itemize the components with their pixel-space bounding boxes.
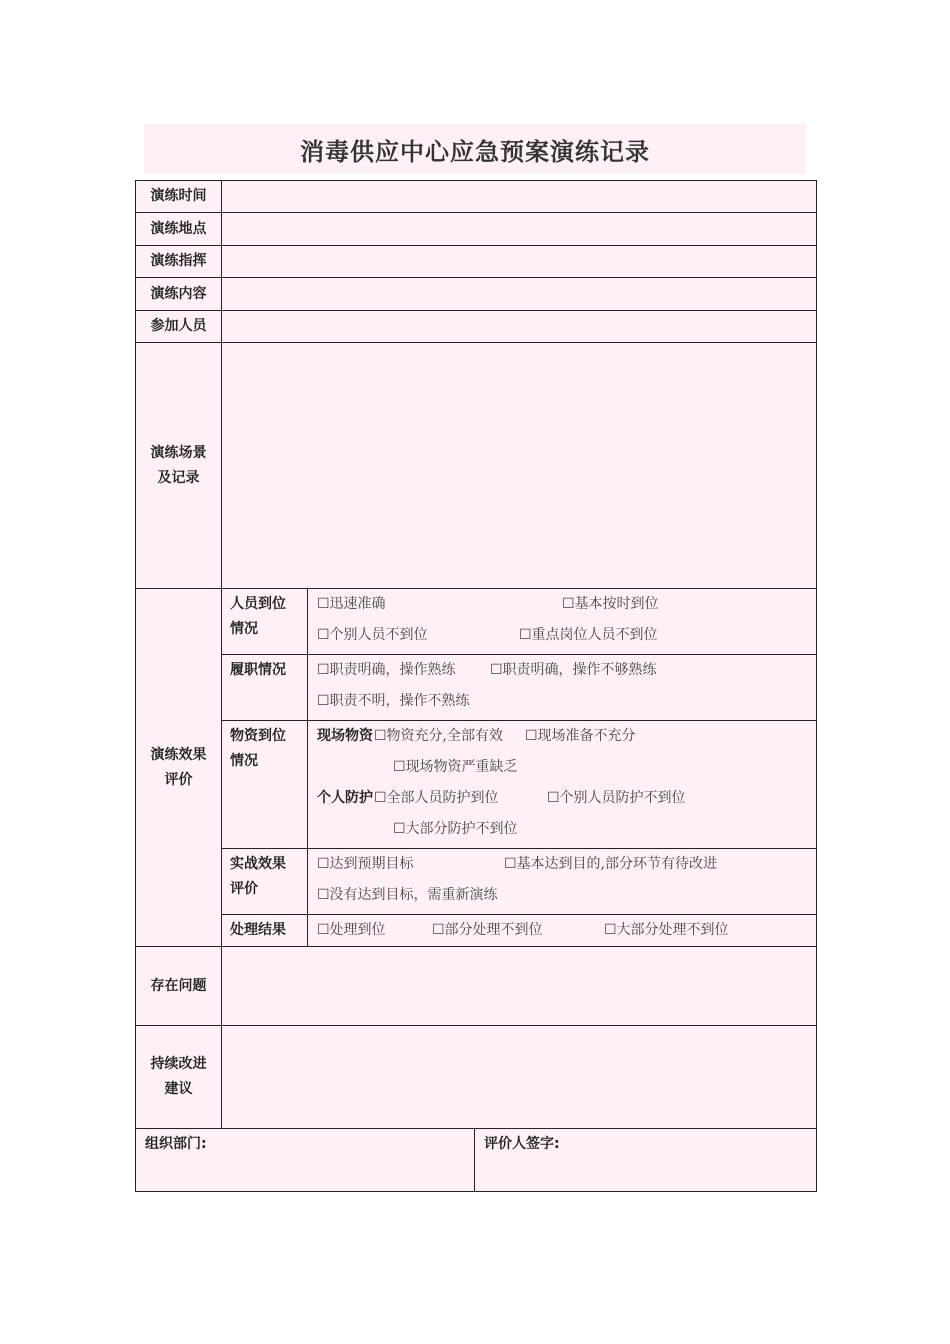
- row-eval-result: [136, 915, 817, 947]
- row-drill-content: [136, 278, 817, 311]
- row-eval-materials: [136, 721, 817, 849]
- options-result: [308, 915, 817, 947]
- checkbox-arrival-ontime[interactable]: ☐基本按时到位: [562, 596, 659, 612]
- checkbox-effect-achieved[interactable]: ☐达到预期目标: [317, 856, 414, 872]
- field-problems[interactable]: [222, 947, 817, 1026]
- label-drill-content: 演练内容: [136, 278, 222, 311]
- checkbox-duty-clear-skilled[interactable]: ☐职责明确，操作熟练: [317, 662, 456, 678]
- page-title: 消毒供应中心应急预案演练记录: [300, 136, 650, 166]
- field-drill-time[interactable]: [222, 181, 817, 213]
- label-drill-time: 演练时间: [136, 181, 222, 213]
- title-banner: [144, 124, 806, 174]
- label-effect: 实战效果评价: [222, 849, 308, 915]
- row-footer: [136, 1129, 817, 1192]
- label-organizing-dept: 组织部门:: [145, 1136, 207, 1152]
- field-participants[interactable]: [222, 311, 817, 343]
- label-problems: 存在问题: [136, 947, 222, 1026]
- row-drill-place: [136, 213, 817, 246]
- options-arrival: [308, 589, 817, 655]
- label-participants: 参加人员: [136, 311, 222, 343]
- checkbox-arrival-key-absent[interactable]: ☐重点岗位人员不到位: [519, 627, 658, 643]
- label-improvement: 持续改进建议: [136, 1026, 222, 1129]
- options-effect: [308, 849, 817, 915]
- checkbox-protection-all[interactable]: ☐全部人员防护到位: [374, 790, 499, 806]
- checkbox-effect-not-achieved[interactable]: ☐没有达到目标，需重新演练: [317, 887, 498, 903]
- field-evaluator-signature[interactable]: [475, 1129, 817, 1192]
- checkbox-protection-most-missing[interactable]: ☐大部分防护不到位: [393, 821, 518, 837]
- label-result: 处理结果: [222, 915, 308, 947]
- row-drill-time: [136, 181, 817, 213]
- checkbox-site-severe-lack[interactable]: ☐现场物资严重缺乏: [393, 759, 518, 775]
- label-personal-protection: 个人防护: [317, 790, 373, 806]
- label-evaluation: 演练效果评价: [136, 589, 222, 947]
- label-site-materials: 现场物资: [317, 728, 373, 744]
- label-evaluator-signature: 评价人签字:: [484, 1136, 560, 1152]
- row-improvement: [136, 1026, 817, 1129]
- field-drill-scene[interactable]: [222, 343, 817, 589]
- label-duty: 履职情况: [222, 655, 308, 721]
- row-eval-duty: [136, 655, 817, 721]
- field-organizing-dept[interactable]: [136, 1129, 475, 1192]
- row-eval-arrival: [136, 589, 817, 655]
- row-eval-effect: [136, 849, 817, 915]
- checkbox-duty-unclear[interactable]: ☐职责不明，操作不熟练: [317, 693, 470, 709]
- row-drill-scene: [136, 343, 817, 589]
- checkbox-protection-some-missing[interactable]: ☐个别人员防护不到位: [547, 790, 686, 806]
- checkbox-arrival-quick[interactable]: ☐迅速准确: [317, 596, 386, 612]
- options-materials: [308, 721, 817, 849]
- checkbox-result-partial[interactable]: ☐部分处理不到位: [432, 922, 543, 938]
- label-arrival: 人员到位情况: [222, 589, 308, 655]
- field-drill-place[interactable]: [222, 213, 817, 246]
- checkbox-site-insufficient[interactable]: ☐现场准备不充分: [525, 728, 636, 744]
- checkbox-duty-clear-unskilled[interactable]: ☐职责明确，操作不够熟练: [490, 662, 657, 678]
- checkbox-effect-mostly[interactable]: ☐基本达到目的,部分环节有待改进: [504, 856, 718, 872]
- checkbox-result-mostly-not[interactable]: ☐大部分处理不到位: [604, 922, 729, 938]
- label-drill-command: 演练指挥: [136, 246, 222, 278]
- drill-record-form: [135, 180, 817, 1192]
- label-drill-scene: 演练场景及记录: [136, 343, 222, 589]
- checkbox-site-sufficient[interactable]: ☐物资充分,全部有效: [374, 728, 504, 744]
- row-problems: [136, 947, 817, 1026]
- row-participants: [136, 311, 817, 343]
- row-drill-command: [136, 246, 817, 278]
- field-drill-content[interactable]: [222, 278, 817, 311]
- checkbox-result-done[interactable]: ☐处理到位: [317, 922, 386, 938]
- label-drill-place: 演练地点: [136, 213, 222, 246]
- field-drill-command[interactable]: [222, 246, 817, 278]
- field-improvement[interactable]: [222, 1026, 817, 1129]
- label-materials: 物资到位情况: [222, 721, 308, 849]
- checkbox-arrival-some-absent[interactable]: ☐个别人员不到位: [317, 627, 428, 643]
- options-duty: [308, 655, 817, 721]
